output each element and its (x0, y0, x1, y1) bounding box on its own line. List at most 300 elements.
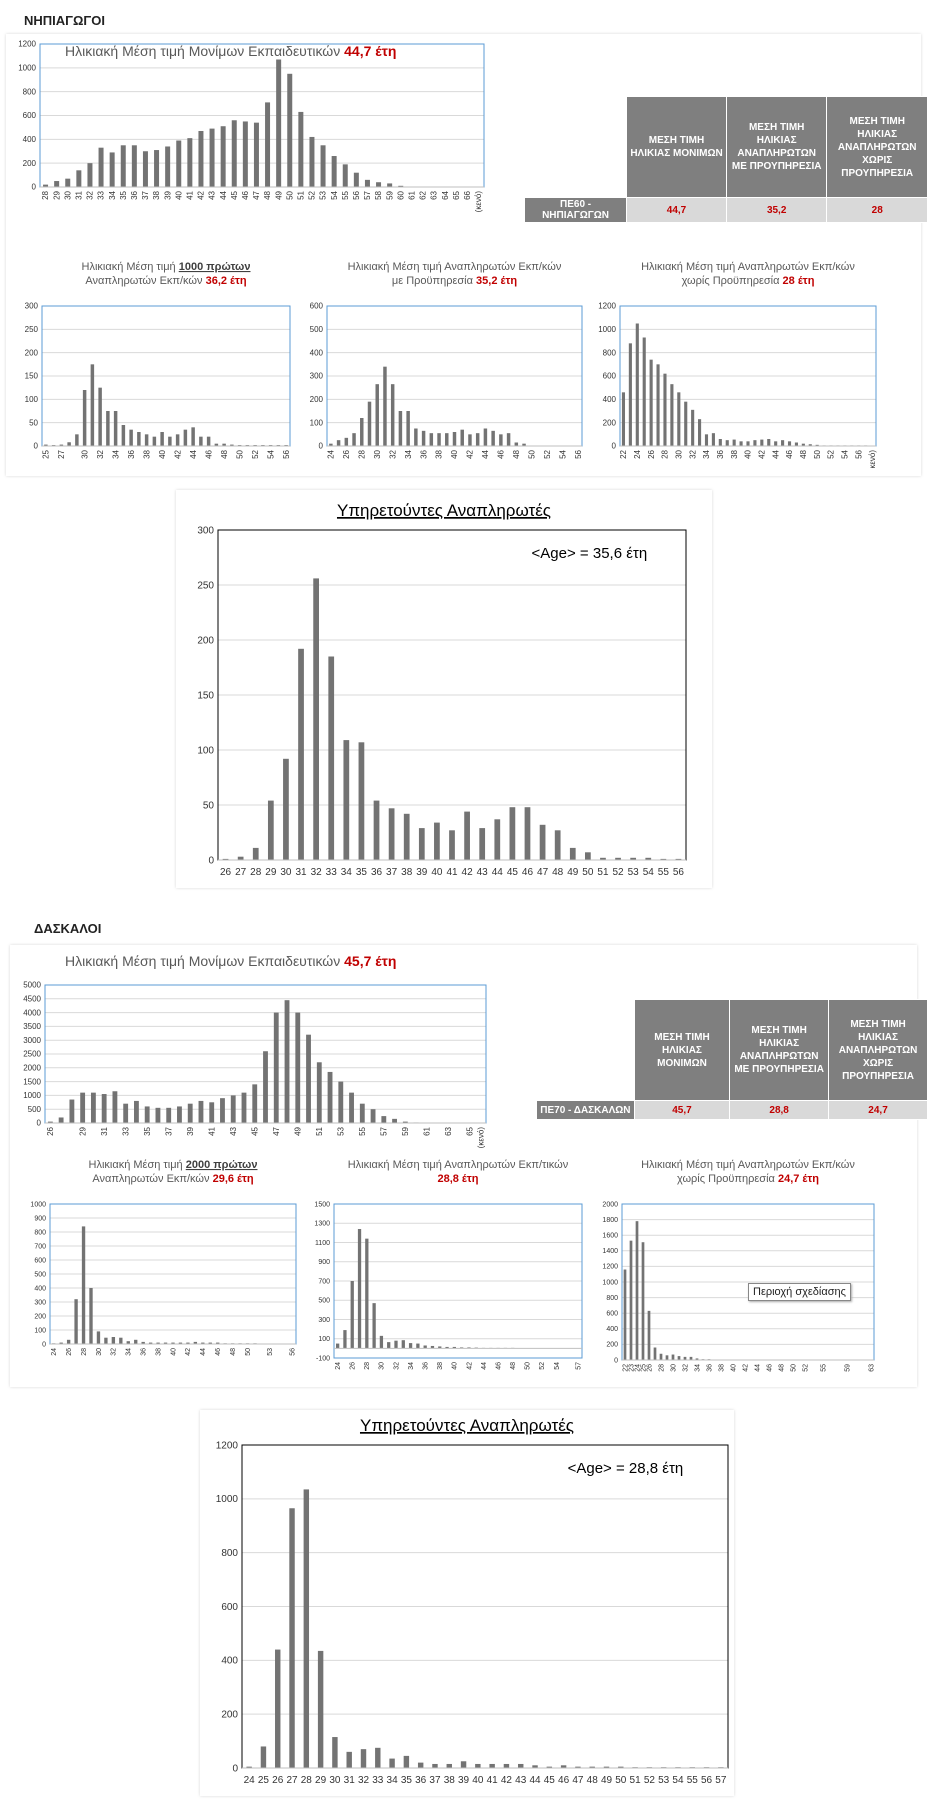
bar-24 (636, 1221, 639, 1360)
x-tick-label: 27 (235, 867, 247, 878)
primary-stats-table (536, 999, 928, 1120)
x-tick-label: 26 (646, 1364, 653, 1372)
x-tick-label: 43 (477, 867, 489, 878)
bar-34 (406, 411, 409, 446)
bar-28 (67, 442, 70, 446)
y-tick-label: 3000 (23, 1036, 41, 1045)
x-tick-label: 38 (401, 867, 413, 878)
bar-51 (298, 112, 303, 187)
bar-43 (767, 439, 770, 446)
y-tick-label: 700 (34, 1243, 46, 1250)
bar-28 (304, 1489, 309, 1768)
x-tick-label: 44 (529, 1775, 541, 1786)
bar-29 (670, 384, 673, 446)
bar-48 (515, 443, 518, 447)
x-tick-label: 36 (706, 1364, 713, 1372)
c8-svg (296, 1156, 586, 1378)
bar-28 (660, 1354, 663, 1360)
bar-47 (540, 825, 546, 860)
x-tick-label: 28 (364, 1362, 371, 1370)
bar-35 (712, 433, 715, 446)
chart-first-2000-substitutes-primary (10, 1156, 300, 1378)
x-tick-label: 47 (272, 1126, 281, 1135)
bar-43 (231, 1095, 236, 1123)
y-tick-label: 300 (197, 525, 214, 536)
x-tick-label: 48 (263, 190, 272, 199)
y-tick-label: 2000 (602, 1201, 618, 1208)
bar-26 (275, 1650, 280, 1768)
bar-30 (375, 384, 378, 446)
bar-39 (740, 441, 743, 446)
y-tick-label: 1000 (23, 1091, 41, 1100)
chart-title: με Προϋπηρεσία 35,2 έτη (392, 275, 517, 287)
y-tick-label: 600 (34, 1257, 46, 1264)
x-tick-label: 35 (401, 1775, 413, 1786)
mean-age-annotation: <Age> = 28,8 έτη (568, 1460, 684, 1477)
bar-54 (332, 156, 337, 187)
chart-title: χωρίς Προϋπηρεσία 28 έτη (682, 275, 815, 287)
x-tick-label: 53 (658, 1775, 670, 1786)
x-tick-label: 50 (527, 449, 536, 458)
y-tick-label: 1100 (315, 1240, 330, 1247)
x-tick-label: 36 (419, 449, 428, 458)
x-tick-label: (κενό) (868, 450, 877, 468)
mean-age-annotation: <Age> = 35,6 έτη (532, 545, 648, 562)
x-tick-label: 23 (628, 1364, 635, 1372)
x-tick-label: 41 (207, 1126, 216, 1135)
c3-svg (290, 258, 590, 468)
bar-37 (389, 808, 395, 860)
bar-30 (65, 179, 70, 187)
y-tick-label: 400 (310, 348, 324, 357)
x-tick-label: 32 (311, 867, 323, 878)
y-tick-label: 200 (310, 395, 324, 404)
bar-32 (112, 1091, 117, 1123)
chart-title: Ηλικιακή Μέση τιμή Αναπληρωτών Εκπ/κών (641, 1159, 855, 1171)
bar-53 (321, 145, 326, 187)
y-tick-label: 600 (606, 1311, 618, 1318)
bar-45 (510, 807, 516, 860)
x-tick-label: 38 (444, 1775, 456, 1786)
chart-title: χωρίς Προϋπηρεσία 24,7 έτη (677, 1173, 819, 1185)
y-tick-label: 2500 (23, 1050, 41, 1059)
x-tick-label: 61 (423, 1126, 432, 1135)
y-tick-label: 300 (34, 1299, 46, 1306)
bar-38 (733, 440, 736, 446)
y-tick-label: 400 (606, 1326, 618, 1333)
x-tick-label: 35 (119, 190, 128, 199)
x-tick-label: 48 (230, 1348, 237, 1356)
x-tick-label: 36 (371, 867, 383, 878)
y-tick-label: 300 (310, 372, 324, 381)
bar-42 (464, 812, 470, 860)
bar-28 (663, 374, 666, 446)
x-tick-label: 30 (96, 1348, 103, 1356)
stats-value-without-experience: 24,7 (829, 1101, 928, 1120)
x-tick-label: 34 (702, 449, 711, 458)
bar-55 (343, 164, 348, 187)
x-tick-label: 26 (220, 867, 232, 878)
chart-title: Ηλικιακή Μέση τιμή Αναπληρωτών Εκπ/κών (641, 261, 855, 273)
bar-35 (416, 1344, 419, 1349)
bar-33 (99, 148, 104, 187)
bar-43 (518, 1764, 523, 1768)
x-tick-label: 44 (219, 190, 228, 199)
y-tick-label: 1000 (18, 64, 36, 73)
x-tick-label: 30 (329, 1775, 341, 1786)
y-tick-label: 200 (34, 1313, 46, 1320)
stats-header-permanent: ΜΕΣΗ ΤΙΜΗ ΗΛΙΚΙΑΣ ΜΟΝΙΜΩΝ (627, 97, 727, 198)
x-tick-label: 45 (507, 867, 519, 878)
bar-41 (209, 1102, 214, 1123)
bar-41 (449, 830, 455, 860)
x-tick-label: 43 (515, 1775, 527, 1786)
y-tick-label: 600 (603, 372, 617, 381)
bar-31 (76, 170, 81, 187)
bar-39 (445, 433, 448, 446)
bar-25 (343, 1330, 346, 1348)
chart-serving-substitutes-primary (200, 1410, 734, 1796)
y-tick-label: 50 (29, 418, 38, 427)
bar-23 (630, 1241, 633, 1360)
y-tick-label: 4000 (23, 1008, 41, 1017)
bar-39 (153, 437, 156, 446)
bar-57 (381, 1116, 386, 1123)
bar-27 (74, 1299, 77, 1344)
x-tick-label: 66 (463, 190, 472, 199)
x-tick-label: 32 (388, 449, 397, 458)
bar-41 (168, 437, 171, 446)
x-tick-label: 50 (813, 449, 822, 458)
chart-substitutes-with-experience-kindergarten (290, 258, 590, 468)
x-tick-label: 36 (127, 449, 136, 458)
bar-48 (265, 102, 270, 187)
bar-44 (221, 126, 226, 187)
x-tick-label: 53 (628, 867, 640, 878)
x-tick-label: 60 (396, 190, 405, 199)
bar-25 (261, 1746, 266, 1768)
x-tick-label: 38 (152, 190, 161, 199)
y-tick-label: 800 (603, 348, 617, 357)
y-tick-label: 900 (318, 1259, 330, 1266)
x-tick-label: 45 (250, 1126, 259, 1135)
x-tick-label: 54 (330, 190, 339, 199)
x-tick-label: 38 (730, 449, 739, 458)
x-tick-label: 33 (121, 1126, 130, 1135)
x-tick-label: 32 (393, 1362, 400, 1370)
bar-28 (365, 1239, 368, 1349)
x-tick-label: 37 (386, 867, 398, 878)
stats-row-label: ΠΕ60 - ΝΗΠΙΑΓΩΓΩΝ (525, 198, 627, 223)
bar-29 (80, 1093, 85, 1123)
x-tick-label: 53 (267, 1348, 274, 1356)
y-tick-label: 400 (221, 1656, 238, 1667)
bar-57 (365, 180, 370, 187)
x-tick-label: 40 (472, 1775, 484, 1786)
x-tick-label: 46 (785, 449, 794, 458)
x-tick-label: 46 (241, 190, 250, 199)
x-tick-label: 41 (487, 1775, 499, 1786)
x-tick-label: 50 (285, 190, 294, 199)
y-tick-label: 1500 (23, 1077, 41, 1086)
bar-35 (134, 1340, 137, 1344)
bar-32 (361, 1749, 366, 1768)
x-tick-label: 34 (108, 190, 117, 199)
y-tick-label: 0 (612, 442, 617, 451)
x-tick-label: 40 (450, 449, 459, 458)
x-tick-label: 36 (415, 1775, 427, 1786)
bar-40 (475, 1764, 480, 1768)
x-tick-label: 51 (297, 190, 306, 199)
y-tick-label: 1000 (602, 1279, 618, 1286)
x-tick-label: 43 (208, 190, 217, 199)
x-tick-label: 54 (558, 449, 567, 458)
bar-33 (375, 1748, 380, 1768)
bar-30 (380, 1336, 383, 1349)
x-tick-label: 56 (701, 1775, 713, 1786)
chart-title: Ηλικιακή Μέση τιμή Αναπληρωτών Εκπ/τικών (348, 1159, 569, 1171)
x-tick-label: 63 (444, 1126, 453, 1135)
x-tick-label: 52 (251, 449, 260, 458)
chart-permanent-teachers-kindergarten (0, 38, 500, 256)
bar-43 (184, 430, 187, 446)
bar-30 (677, 392, 680, 446)
y-tick-label: 1500 (314, 1201, 330, 1208)
x-tick-label: 42 (173, 449, 182, 458)
y-tick-label: 100 (197, 745, 214, 756)
bar-32 (691, 410, 694, 446)
bar-29 (372, 1303, 375, 1348)
chart-permanent-teachers-primary (0, 948, 500, 1150)
section-title-kindergarten: ΝΗΠΙΑΓΩΓΟΙ (24, 13, 105, 28)
chart-substitutes-without-experience-kindergarten (580, 258, 910, 468)
c4-svg (580, 258, 910, 468)
bar-40 (199, 1101, 204, 1123)
c6-svg (0, 948, 500, 1150)
x-tick-label: 49 (293, 1126, 302, 1135)
x-tick-label: 47 (572, 1775, 584, 1786)
bar-40 (434, 823, 440, 860)
y-tick-label: 0 (319, 442, 324, 451)
x-tick-label: 48 (799, 449, 808, 458)
x-tick-label: 32 (86, 190, 95, 199)
bar-53 (338, 1082, 343, 1123)
x-tick-label: 50 (235, 449, 244, 458)
x-tick-label: 64 (441, 190, 450, 199)
bar-45 (491, 431, 494, 446)
chart-title: Ηλικιακή Μέση τιμή 2000 πρώτων (89, 1159, 258, 1171)
x-tick-label: 27 (286, 1775, 298, 1786)
y-tick-label: 1400 (602, 1248, 618, 1255)
bar-41 (489, 1764, 494, 1768)
bar-46 (525, 807, 531, 860)
x-tick-label: 42 (185, 1348, 192, 1356)
kindergarten-stats-table (524, 96, 928, 223)
x-tick-label: 22 (619, 449, 628, 458)
stats-value-without-experience: 28 (827, 198, 928, 223)
y-tick-label: 400 (23, 135, 37, 144)
bar-44 (191, 427, 194, 446)
x-tick-label: 46 (766, 1364, 773, 1372)
x-tick-label: 46 (522, 867, 534, 878)
bar-37 (143, 151, 148, 187)
x-tick-label: 30 (63, 190, 72, 199)
bar-46 (263, 1051, 268, 1123)
y-tick-label: 2000 (23, 1063, 41, 1072)
x-tick-label: 34 (387, 1775, 399, 1786)
x-tick-label: 44 (492, 867, 504, 878)
bar-38 (404, 814, 410, 860)
bar-32 (391, 384, 394, 446)
x-tick-label: 30 (373, 449, 382, 458)
stats-header-with-experience: ΜΕΣΗ ΤΙΜΗ ΗΛΙΚΙΑΣ ΑΝΑΠΛΗΡΩΤΩΝ ΜΕ ΠΡΟΥΠΗΡΕΣΙΑ (730, 1000, 829, 1101)
chart-title: Ηλικιακή Μέση τιμή Αναπληρωτών Εκπ/κών (348, 261, 562, 273)
bar-42 (176, 434, 179, 446)
x-tick-label: 28 (658, 1364, 665, 1372)
x-tick-label: 25 (42, 449, 51, 458)
x-tick-label: 46 (495, 1362, 502, 1370)
x-tick-label: 54 (554, 1362, 561, 1370)
y-tick-label: 0 (37, 1119, 42, 1128)
bar-25 (643, 338, 646, 447)
x-tick-label: 39 (186, 1126, 195, 1135)
stats-value-with-experience: 35,2 (726, 198, 827, 223)
chart-substitutes-primary (296, 1156, 586, 1378)
x-tick-label: 61 (408, 190, 417, 199)
bar-28 (82, 1226, 85, 1344)
bar-36 (129, 430, 132, 446)
x-tick-label: 63 (868, 1364, 875, 1372)
x-tick-label: 34 (404, 449, 413, 458)
bar-26 (650, 360, 653, 446)
bar-35 (359, 742, 365, 860)
bar-24 (636, 324, 639, 447)
x-tick-label: 41 (186, 190, 195, 199)
y-tick-label: 0 (42, 1341, 46, 1348)
bar-33 (402, 1340, 405, 1348)
x-tick-label: 32 (358, 1775, 370, 1786)
x-tick-label: 34 (694, 1364, 701, 1372)
bar-49 (570, 848, 576, 860)
bar-34 (389, 1759, 394, 1768)
bar-51 (317, 1062, 322, 1123)
bar-40 (160, 432, 163, 446)
bar-48 (285, 1000, 290, 1123)
y-tick-label: 500 (34, 1271, 46, 1278)
x-tick-label: 56 (854, 449, 863, 458)
bar-40 (453, 432, 456, 446)
x-tick-label: 44 (481, 449, 490, 458)
bar-46 (788, 441, 791, 446)
y-tick-label: 150 (25, 372, 39, 381)
x-tick-label: 24 (335, 1362, 342, 1370)
bar-29 (666, 1355, 669, 1360)
x-tick-label: 38 (155, 1348, 162, 1356)
x-tick-label: 55 (687, 1775, 699, 1786)
bar-36 (719, 439, 722, 446)
bar-58 (392, 1119, 397, 1123)
x-tick-label: 26 (647, 449, 656, 458)
x-tick-label: 51 (630, 1775, 642, 1786)
x-tick-label: 33 (97, 190, 106, 199)
x-tick-label: 45 (544, 1775, 556, 1786)
x-tick-label: 42 (501, 1775, 513, 1786)
y-tick-label: 50 (203, 800, 215, 811)
bar-52 (328, 1072, 333, 1123)
y-tick-label: 700 (318, 1278, 330, 1285)
y-tick-label: 100 (310, 418, 324, 427)
bar-25 (642, 1242, 645, 1360)
plot-area-tooltip: Περιοχή σχεδίασης (748, 1283, 851, 1301)
bar-27 (656, 364, 659, 446)
x-tick-label: 50 (790, 1364, 797, 1372)
x-tick-label: 56 (574, 449, 583, 458)
c1-svg (0, 38, 500, 256)
x-tick-label: 44 (189, 449, 198, 458)
y-tick-label: 200 (23, 159, 37, 168)
y-tick-label: 800 (23, 87, 37, 96)
bar-26 (345, 438, 348, 446)
bar-29 (75, 434, 78, 446)
x-tick-label: 36 (423, 1362, 430, 1370)
x-tick-label: 32 (688, 449, 697, 458)
bar-43 (476, 433, 479, 446)
y-tick-label: 900 (34, 1215, 46, 1222)
x-tick-label: 28 (661, 449, 670, 458)
bar-42 (504, 1764, 509, 1768)
y-tick-label: 1200 (602, 1264, 618, 1271)
x-tick-label: 33 (372, 1775, 384, 1786)
bar-30 (672, 1355, 675, 1360)
chart-title: Υπηρετούντες Αναπληρωτές (360, 1416, 574, 1435)
stats-value-with-experience: 28,8 (730, 1101, 829, 1120)
chart-title: Αναπληρωτών Εκπ/κών 36,2 έτη (85, 275, 247, 287)
y-tick-label: 800 (34, 1229, 46, 1236)
x-tick-label: 56 (282, 449, 291, 458)
x-tick-label: 50 (615, 1775, 627, 1786)
x-tick-label: 34 (341, 867, 353, 878)
x-tick-label: 32 (96, 449, 105, 458)
x-tick-label: 28 (81, 1348, 88, 1356)
bar-36 (418, 1763, 423, 1768)
x-tick-label: 26 (46, 1126, 55, 1135)
x-tick-label: 25 (258, 1775, 270, 1786)
bar-40 (176, 141, 181, 187)
x-tick-label: 28 (41, 190, 50, 199)
x-tick-label: 55 (820, 1364, 827, 1372)
x-tick-label: 40 (730, 1364, 737, 1372)
x-tick-label: 25 (640, 1364, 647, 1372)
y-tick-label: 250 (197, 580, 214, 591)
chart-substitutes-without-experience-primary (586, 1156, 912, 1378)
stats-value-permanent: 45,7 (634, 1101, 729, 1120)
x-tick-label: 53 (336, 1126, 345, 1135)
bar-45 (232, 120, 237, 187)
bar-27 (352, 433, 355, 446)
x-tick-label: 59 (401, 1126, 410, 1135)
x-tick-label: 52 (644, 1775, 656, 1786)
x-tick-label: (κενό) (476, 1127, 485, 1149)
x-tick-label: 49 (601, 1775, 613, 1786)
bar-31 (91, 364, 94, 446)
x-tick-label: 24 (327, 449, 336, 458)
bar-59 (387, 183, 392, 187)
x-tick-label: 46 (558, 1775, 570, 1786)
bar-31 (383, 367, 386, 446)
bar-46 (207, 437, 210, 446)
c5-svg (176, 490, 712, 888)
chart-title: Ηλικιακή Μέση τιμή Μονίμων Εκπαιδευτικών 45,7 έτη (65, 953, 396, 969)
